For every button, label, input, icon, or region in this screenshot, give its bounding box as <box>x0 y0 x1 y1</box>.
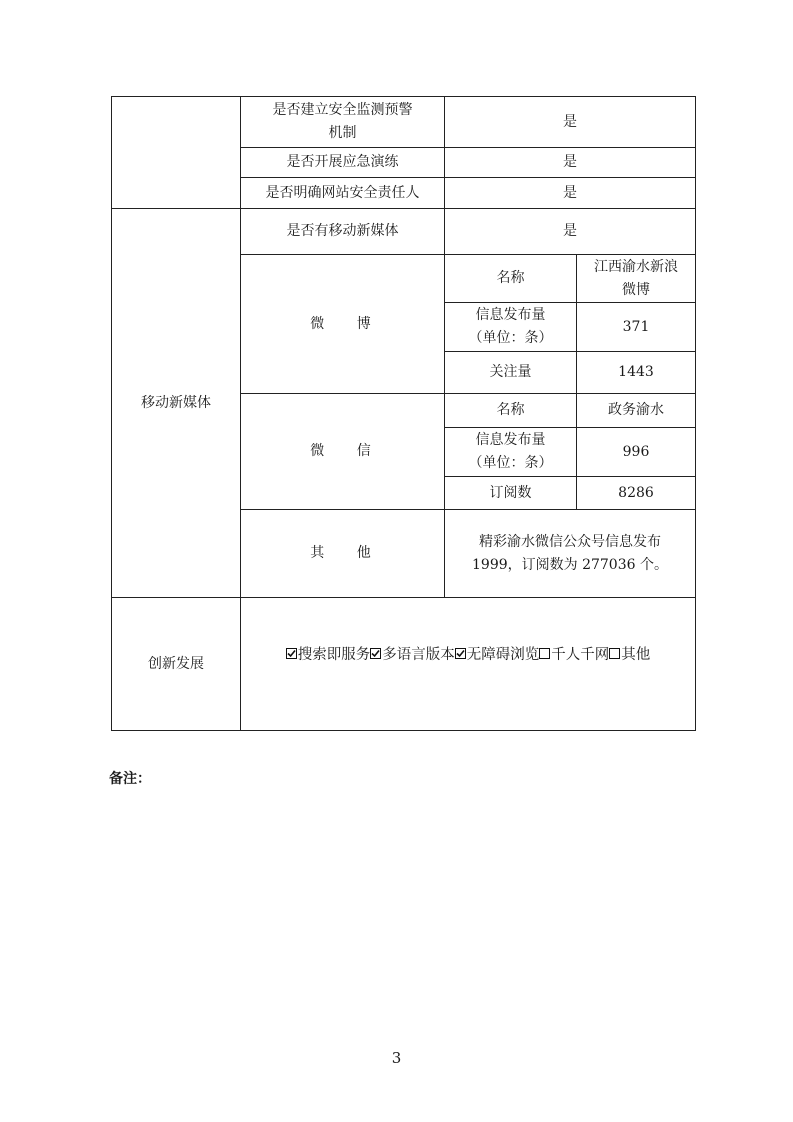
section-label-mobile-media: 移动新媒体 <box>141 394 211 411</box>
checkbox-empty-icon[interactable] <box>539 648 550 659</box>
wechat-name-value: 政务渝水 <box>608 402 664 418</box>
page-number: 3 <box>391 1049 402 1067</box>
section-label-innovation: 创新发展 <box>148 655 204 672</box>
wechat-subs-value: 8286 <box>618 484 654 501</box>
security-value-responsible: 是 <box>563 184 577 201</box>
innovation-option[interactable]: 千人千网 <box>539 643 609 664</box>
other-media-label: 其 他 <box>310 545 385 561</box>
security-value-monitoring: 是 <box>563 113 577 130</box>
security-value-drill: 是 <box>563 154 577 170</box>
weibo-posts-label: 信息发布量 （单位：条） <box>468 307 553 346</box>
innovation-options <box>241 598 695 730</box>
has-media-value: 是 <box>563 223 577 239</box>
security-label-drill: 是否开展应急演练 <box>286 154 399 170</box>
remark-label: 备注： <box>109 771 151 787</box>
checkbox-checked-icon[interactable] <box>455 648 466 659</box>
wechat-label: 微 信 <box>310 443 385 459</box>
innovation-option[interactable]: 搜索即服务 <box>286 643 371 664</box>
other-media-value: 精彩渝水微信公众号信息发布 1999，订阅数为 277036 个。 <box>472 533 668 573</box>
innovation-option[interactable]: 无障碍浏览 <box>455 643 540 664</box>
wechat-subs-label: 订阅数 <box>489 484 532 501</box>
weibo-name-value: 江西渝水新浪 微博 <box>594 258 678 298</box>
wechat-name-label: 名称 <box>496 402 525 418</box>
checkbox-checked-icon[interactable] <box>370 648 381 659</box>
checkbox-checked-icon[interactable] <box>286 648 297 659</box>
innovation-option[interactable]: 多语言版本 <box>370 643 455 664</box>
weibo-label: 微 博 <box>310 315 385 332</box>
wechat-posts-value: 996 <box>622 443 650 460</box>
security-label-monitoring: 是否建立安全监测预警 机制 <box>272 102 413 141</box>
table-rule <box>111 730 696 731</box>
innovation-option[interactable]: 其他 <box>609 643 650 664</box>
weibo-name-label: 名称 <box>496 270 525 286</box>
security-label-responsible: 是否明确网站安全责任人 <box>265 184 420 201</box>
checkbox-empty-icon[interactable] <box>609 648 620 659</box>
has-media-label: 是否有移动新媒体 <box>286 223 399 239</box>
weibo-followers-label: 关注量 <box>489 364 532 380</box>
table-rule <box>695 96 696 731</box>
weibo-followers-value: 1443 <box>618 364 654 380</box>
weibo-posts-value: 371 <box>622 318 650 335</box>
wechat-posts-label: 信息发布量 （单位：条） <box>468 432 553 471</box>
